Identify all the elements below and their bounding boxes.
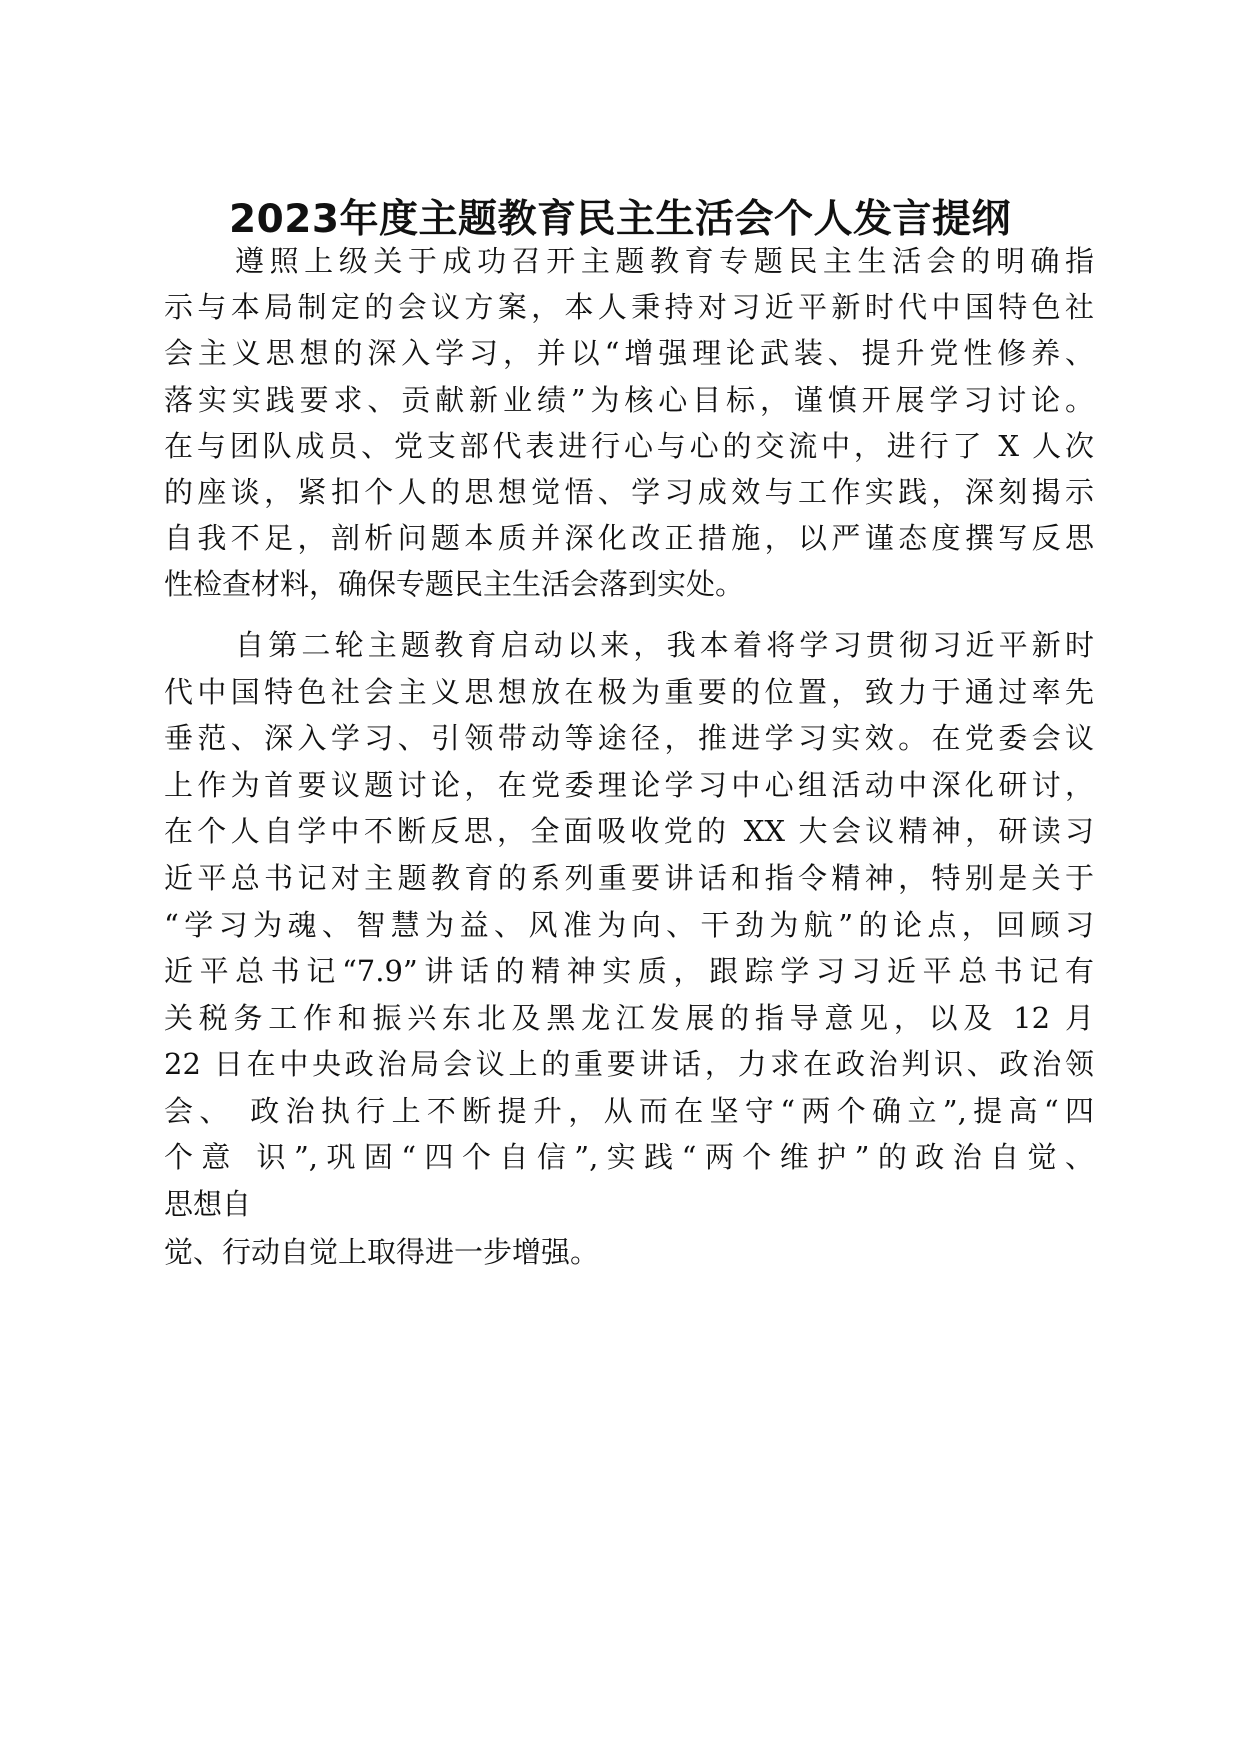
paragraph-line: 近平总书记“7.9”讲话的精神实质，跟踪学习习近平总书记有: [164, 954, 1094, 988]
paragraph-line: 落实实践要求、贡献新业绩”为核心目标，谨慎开展学习讨论。: [164, 383, 1094, 417]
paragraph-line: 示与本局制定的会议方案，本人秉持对习近平新时代中国特色社: [164, 290, 1094, 324]
paragraph-line: 性检查材料，确保专题民主生活会落到实处。: [164, 567, 745, 601]
paragraph-line: 上作为首要议题讨论，在党委理论学习中心组活动中深化研讨，: [164, 768, 1094, 802]
paragraph-line: 遵照上级关于成功召开主题教育专题民主生活会的明确指: [235, 244, 1094, 278]
paragraph-line: 的座谈，紧扣个人的思想觉悟、学习成效与工作实践，深刻揭示: [164, 475, 1094, 509]
paragraph-line: 在个人自学中不断反思，全面吸收党的 XX 大会议精神，研读习: [164, 814, 1094, 848]
paragraph-line: 关税务工作和振兴东北及黑龙江发展的指导意见，以及 12 月: [164, 1001, 1094, 1035]
paragraph-line: 在与团队成员、党支部代表进行心与心的交流中，进行了 X 人次: [164, 429, 1094, 463]
paragraph-line: 觉、行动自觉上取得进一步增强。: [164, 1235, 600, 1269]
paragraph-line: “学习为魂、智慧为益、风准为向、干劲为航”的论点，回顾习: [164, 908, 1094, 942]
paragraph-line: 自第二轮主题教育启动以来，我本着将学习贯彻习近平新时: [235, 628, 1094, 662]
document-title: 2023年度主题教育民主生活会个人发言提纲: [228, 197, 1012, 242]
paragraph-line: 垂范、深入学习、引领带动等途径，推进学习实效。在党委会议: [164, 721, 1094, 755]
paragraph-line: 22 日在中央政治局会议上的重要讲话，力求在政治判识、政治领: [164, 1047, 1094, 1081]
paragraph-line: 自我不足，剖析问题本质并深化改正措施，以严谨态度撰写反思: [164, 521, 1094, 555]
paragraph-line: 会主义思想的深入学习，并以“增强理论武装、提升党性修养、: [164, 336, 1094, 370]
paragraph-line: 个意 识”,巩固“四个自信”,实践“两个维护”的政治自觉、: [164, 1140, 1094, 1174]
paragraph-line: 思想自: [164, 1187, 252, 1221]
paragraph-line: 代中国特色社会主义思想放在极为重要的位置，致力于通过率先: [164, 675, 1094, 709]
paragraph-line: 会、 政治执行上不断提升，从而在坚守“两个确立”,提高“四: [164, 1094, 1094, 1128]
paragraph-line: 近平总书记对主题教育的系列重要讲话和指令精神，特别是关于: [164, 861, 1094, 895]
